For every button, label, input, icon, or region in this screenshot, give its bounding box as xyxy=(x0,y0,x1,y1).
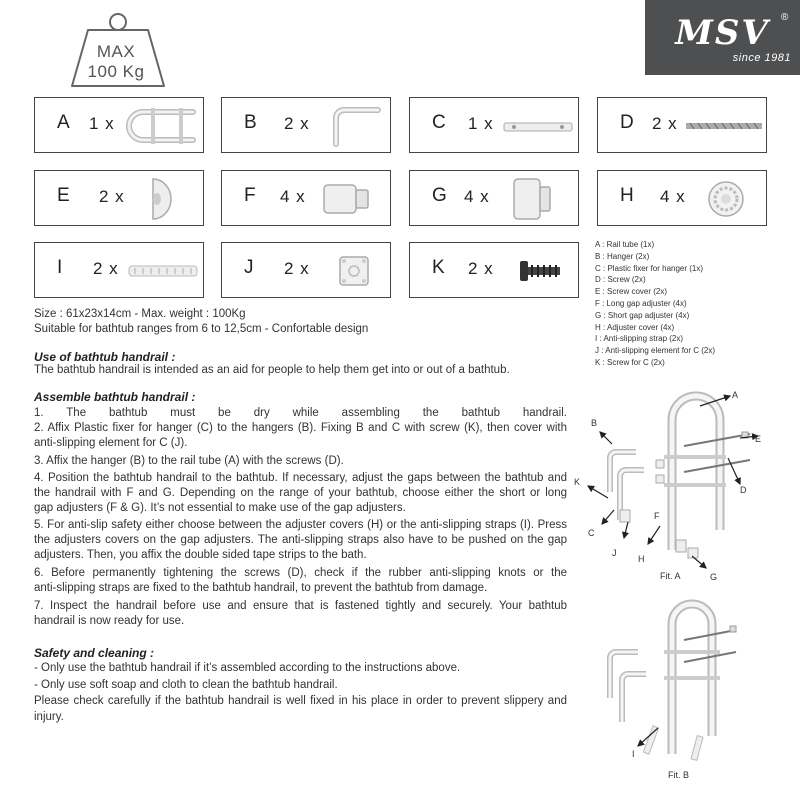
part-letter: F xyxy=(244,185,256,206)
part-quantity: 2 x xyxy=(284,259,310,278)
part-quantity: 4 x xyxy=(660,187,686,206)
part-letter: D xyxy=(620,112,634,133)
callout-k: K xyxy=(574,477,581,487)
part-box-b xyxy=(221,97,391,153)
part-box-g xyxy=(409,170,579,226)
part-box-j xyxy=(221,242,391,298)
safety-heading: Safety and cleaning : xyxy=(34,646,155,660)
legend-item: C : Plastic fixer for hanger (1x) xyxy=(595,263,704,273)
logo-since: since 1981 xyxy=(732,52,791,64)
part-box-e xyxy=(34,170,204,226)
legend-item: J : Anti-slipping element for C (2x) xyxy=(595,346,716,356)
legend-item: G : Short gap adjuster (4x) xyxy=(595,310,690,320)
assemble-line: 3. Affix the hanger (B) to the rail tube (A) with the screws (D). xyxy=(34,455,344,467)
part-box-f xyxy=(221,170,391,226)
legend-item: I : Anti-slipping strap (2x) xyxy=(595,334,684,344)
short-gap-adjuster-icon xyxy=(510,175,554,223)
part-box-h xyxy=(597,170,767,226)
anti-slipping-strap-icon xyxy=(127,263,199,279)
part-box-d xyxy=(597,97,767,153)
callout-g: G xyxy=(710,572,718,582)
assemble-line: 5. For anti-slip safety either choose between the adjuster covers (H) or the anti-slipping straps (I). Press xyxy=(34,519,567,531)
callout-j: J xyxy=(612,548,617,558)
anti-slipping-element-icon xyxy=(334,251,374,291)
use-text: The bathtub handrail is intended as an aid for people to help them get into or out of a bathtub. xyxy=(34,364,510,376)
adjuster-cover-icon xyxy=(706,179,746,219)
handrail-exploded-diagram xyxy=(572,380,800,585)
part-quantity: 2 x xyxy=(284,114,310,133)
safety-line: - Only use the bathtub handrail if it’s assembled according to the instructions above. xyxy=(34,662,461,674)
callout-f: F xyxy=(654,511,660,521)
suitable-spec: Suitable for bathtub ranges from 6 to 12,5cm - Confortable design xyxy=(34,323,369,335)
part-box-k xyxy=(409,242,579,298)
plastic-fixer-icon xyxy=(502,120,574,134)
logo-brand: MSV xyxy=(675,13,770,53)
screw-icon xyxy=(684,120,764,132)
part-letter: E xyxy=(57,185,70,206)
part-letter: A xyxy=(57,112,70,133)
legend-item: H : Adjuster cover (4x) xyxy=(595,322,675,332)
rail-tube-icon xyxy=(121,106,199,146)
callout-i: I xyxy=(632,749,635,759)
part-quantity: 1 x xyxy=(89,114,115,133)
part-quantity: 2 x xyxy=(93,259,119,278)
legend-item: F : Long gap adjuster (4x) xyxy=(595,298,687,308)
legend-item: K : Screw for C (2x) xyxy=(595,357,665,367)
assemble-line: the handrail with F and G. Depending on the range of your bathtub, choose either the short or long xyxy=(34,487,567,499)
callout-c: C xyxy=(588,528,595,538)
size-spec: Size : 61x23x14cm - Max. weight : 100Kg xyxy=(34,308,246,320)
hanger-icon xyxy=(322,104,382,148)
assemble-line: gap adjusters (F & G). It’s not essential to make use of the gap adjusters. xyxy=(34,502,406,514)
logo-registered-mark: ® xyxy=(781,12,789,23)
assemble-line: the adjusters covers on the gap adjusters. The anti-slipping straps also have to be pushed on the gap xyxy=(34,534,567,546)
callout-d: D xyxy=(740,485,747,495)
part-letter: K xyxy=(432,257,445,278)
assemble-heading: Assemble bathtub handrail : xyxy=(34,390,196,404)
legend-item: E : Screw cover (2x) xyxy=(595,287,668,297)
part-letter: G xyxy=(432,185,447,206)
part-quantity: 4 x xyxy=(280,187,306,206)
assemble-line: 7. Inspect the handrail before use and ensure that is fastened tightly and securely. Your bathtub xyxy=(34,600,567,612)
assemble-line: anti-slipping element for C (J). xyxy=(34,437,188,449)
part-quantity: 2 x xyxy=(468,259,494,278)
safety-line: Please check carefully if the bathtub handrail is well fixed in his place in order to prevent slippery and xyxy=(34,695,567,707)
part-box-i xyxy=(34,242,204,298)
part-box-a xyxy=(34,97,204,153)
use-heading: Use of bathtub handrail : xyxy=(34,350,176,364)
part-letter: B xyxy=(244,112,257,133)
badge-weight-label: 100 Kg xyxy=(87,62,145,81)
part-quantity: 1 x xyxy=(468,114,494,133)
screw-for-c-icon xyxy=(518,257,564,285)
legend-item: D : Screw (2x) xyxy=(595,275,646,285)
callout-a: A xyxy=(732,390,739,400)
assemble-line: 4. Position the bathtub handrail to the bathtub. If necessary, adjust the gaps between the bathtub and xyxy=(34,472,567,484)
handrail-strap-diagram xyxy=(590,586,800,786)
long-gap-adjuster-icon xyxy=(322,181,372,217)
part-box-c xyxy=(409,97,579,153)
figure-b-label: Fit. B xyxy=(668,770,690,780)
msv-logo xyxy=(645,0,800,75)
assemble-line: handrail is now ready for use. xyxy=(34,615,185,627)
part-letter: J xyxy=(244,257,254,278)
figure-a-label: Fit. A xyxy=(660,571,681,581)
callout-e: E xyxy=(755,434,762,444)
part-letter: H xyxy=(620,185,634,206)
parts-legend xyxy=(595,239,715,369)
assemble-line: 1. The bathtub must be dry while assembling the bathtub handrail. xyxy=(34,407,567,419)
callout-b: B xyxy=(591,418,598,428)
part-quantity: 2 x xyxy=(652,114,678,133)
legend-item: A : Rail tube (1x) xyxy=(595,240,655,249)
assemble-line: 2. Affix Plastic fixer for hanger (C) to the hangers (B). Fixing B and C with screw (K), then cover with xyxy=(34,422,567,434)
part-letter: I xyxy=(57,257,63,278)
legend-item: B : Hanger (2x) xyxy=(595,251,650,261)
assemble-line: 6. Before permanently tightening the screws (D), check if the rubber anti-slipping knots or the xyxy=(34,567,567,579)
safety-line: injury. xyxy=(34,711,64,723)
part-quantity: 2 x xyxy=(99,187,125,206)
screw-cover-icon xyxy=(145,175,185,223)
assemble-line: adjusters. Then, you affix the double sided tape strips to the bath. xyxy=(34,549,367,561)
callout-h: H xyxy=(638,554,645,564)
part-quantity: 4 x xyxy=(464,187,490,206)
max-weight-badge xyxy=(66,8,166,88)
figure-b-exploded-view xyxy=(590,586,800,786)
figure-a-exploded-view xyxy=(572,380,800,585)
badge-max-label: MAX xyxy=(96,42,136,61)
part-letter: C xyxy=(432,112,446,133)
safety-line: - Only use soft soap and cloth to clean the bathtub handrail. xyxy=(34,679,338,691)
assemble-line: anti-slipping straps are fixed to the bathtub handrail, to prevent the bathtub from damage. xyxy=(34,582,488,594)
